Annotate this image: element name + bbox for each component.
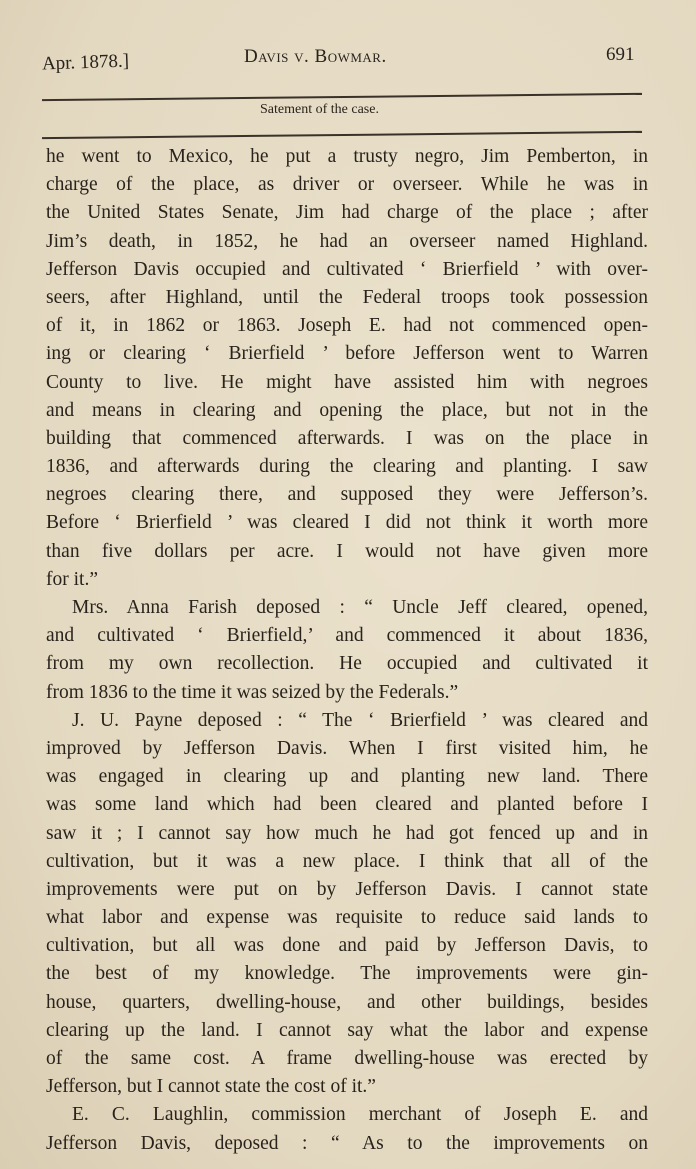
text-line: what labor and expense was requisite to reduce said lands to (46, 907, 648, 929)
text-line: and means in clearing and opening the place, but not in the (46, 399, 648, 421)
text-line: house, quarters, dwelling-house, and other buildings, besides (46, 991, 648, 1013)
text-line: E. C. Laughlin, commission merchant of Joseph E. and (72, 1104, 648, 1126)
text-line: ing or clearing ‘ Brierfield ’ before Jefferson went to Warren (46, 343, 648, 365)
text-line: he went to Mexico, he put a trusty negro, Jim Pemberton, in (46, 146, 648, 167)
text-line: the best of my knowledge. The improvements were gin- (46, 963, 648, 985)
text-line: of the same cost. A frame dwelling-house was erected by (46, 1048, 648, 1069)
text-line: from 1836 to the time it was seized by the Federals.” (46, 681, 459, 703)
text-line: Before ‘ Brierfield ’ was cleared I did not think it worth more (46, 512, 648, 534)
header-rule-top (42, 93, 642, 101)
text-line: from my own recollection. He occupied and cultivated it (46, 653, 648, 675)
text-line: cultivation, but it was a new place. I think that all of the (46, 850, 648, 872)
text-line: improved by Jefferson Davis. When I first visited him, he (46, 737, 648, 759)
text-line: J. U. Payne deposed : “ The ‘ Brierfield ’ was cleared and (72, 709, 648, 731)
text-line: charge of the place, as driver or overseer. While he was in (46, 174, 648, 196)
text-line: Mrs. Anna Farish deposed : “ Uncle Jeff cleared, opened, (72, 597, 648, 618)
text-line: was some land which had been cleared and planted before I (46, 794, 648, 816)
text-line: of it, in 1862 or 1863. Joseph E. had not commenced open- (46, 315, 648, 337)
header-rule-bottom (42, 131, 642, 139)
text-line: cultivation, but all was done and paid by Jefferson Davis, to (46, 935, 648, 957)
running-head-title: Davis v. Bowmar. (244, 46, 387, 67)
body-text (46, 143, 648, 1158)
text-line: for it.” (46, 568, 98, 590)
section-subheading: Satement of the case. (260, 102, 379, 117)
text-line: clearing up the land. I cannot say what the labor and expense (46, 1019, 648, 1041)
text-line: Jefferson Davis occupied and cultivated ‘ Brierfield ’ with over- (46, 258, 648, 280)
text-line: Jefferson, but I cannot state the cost of it.” (46, 1076, 376, 1098)
running-head-date: Apr. 1878.] (41, 50, 130, 75)
page-number: 691 (606, 44, 635, 65)
text-line: 1836, and afterwards during the clearing and planting. I saw (46, 456, 648, 478)
text-line: than five dollars per acre. I would not have given more (46, 540, 648, 562)
text-line: building that commenced afterwards. I was on the place in (46, 427, 648, 449)
text-line: Jim’s death, in 1852, he had an overseer named Highland. (46, 230, 648, 252)
text-line: the United States Senate, Jim had charge of the place ; after (46, 202, 648, 224)
text-line: was engaged in clearing up and planting new land. There (46, 766, 648, 788)
text-line: seers, after Highland, until the Federal troops took possession (46, 286, 648, 308)
text-line: negroes clearing there, and supposed they were Jefferson’s. (46, 484, 648, 506)
text-line: Jefferson Davis, deposed : “ As to the improvements on (46, 1132, 648, 1154)
text-line: improvements were put on by Jefferson Davis. I cannot state (46, 878, 648, 900)
text-line: and cultivated ‘ Brierfield,’ and commenced it about 1836, (46, 625, 648, 647)
text-line: saw it ; I cannot say how much he had got fenced up and in (46, 822, 648, 844)
text-line: County to live. He might have assisted him with negroes (46, 371, 648, 393)
